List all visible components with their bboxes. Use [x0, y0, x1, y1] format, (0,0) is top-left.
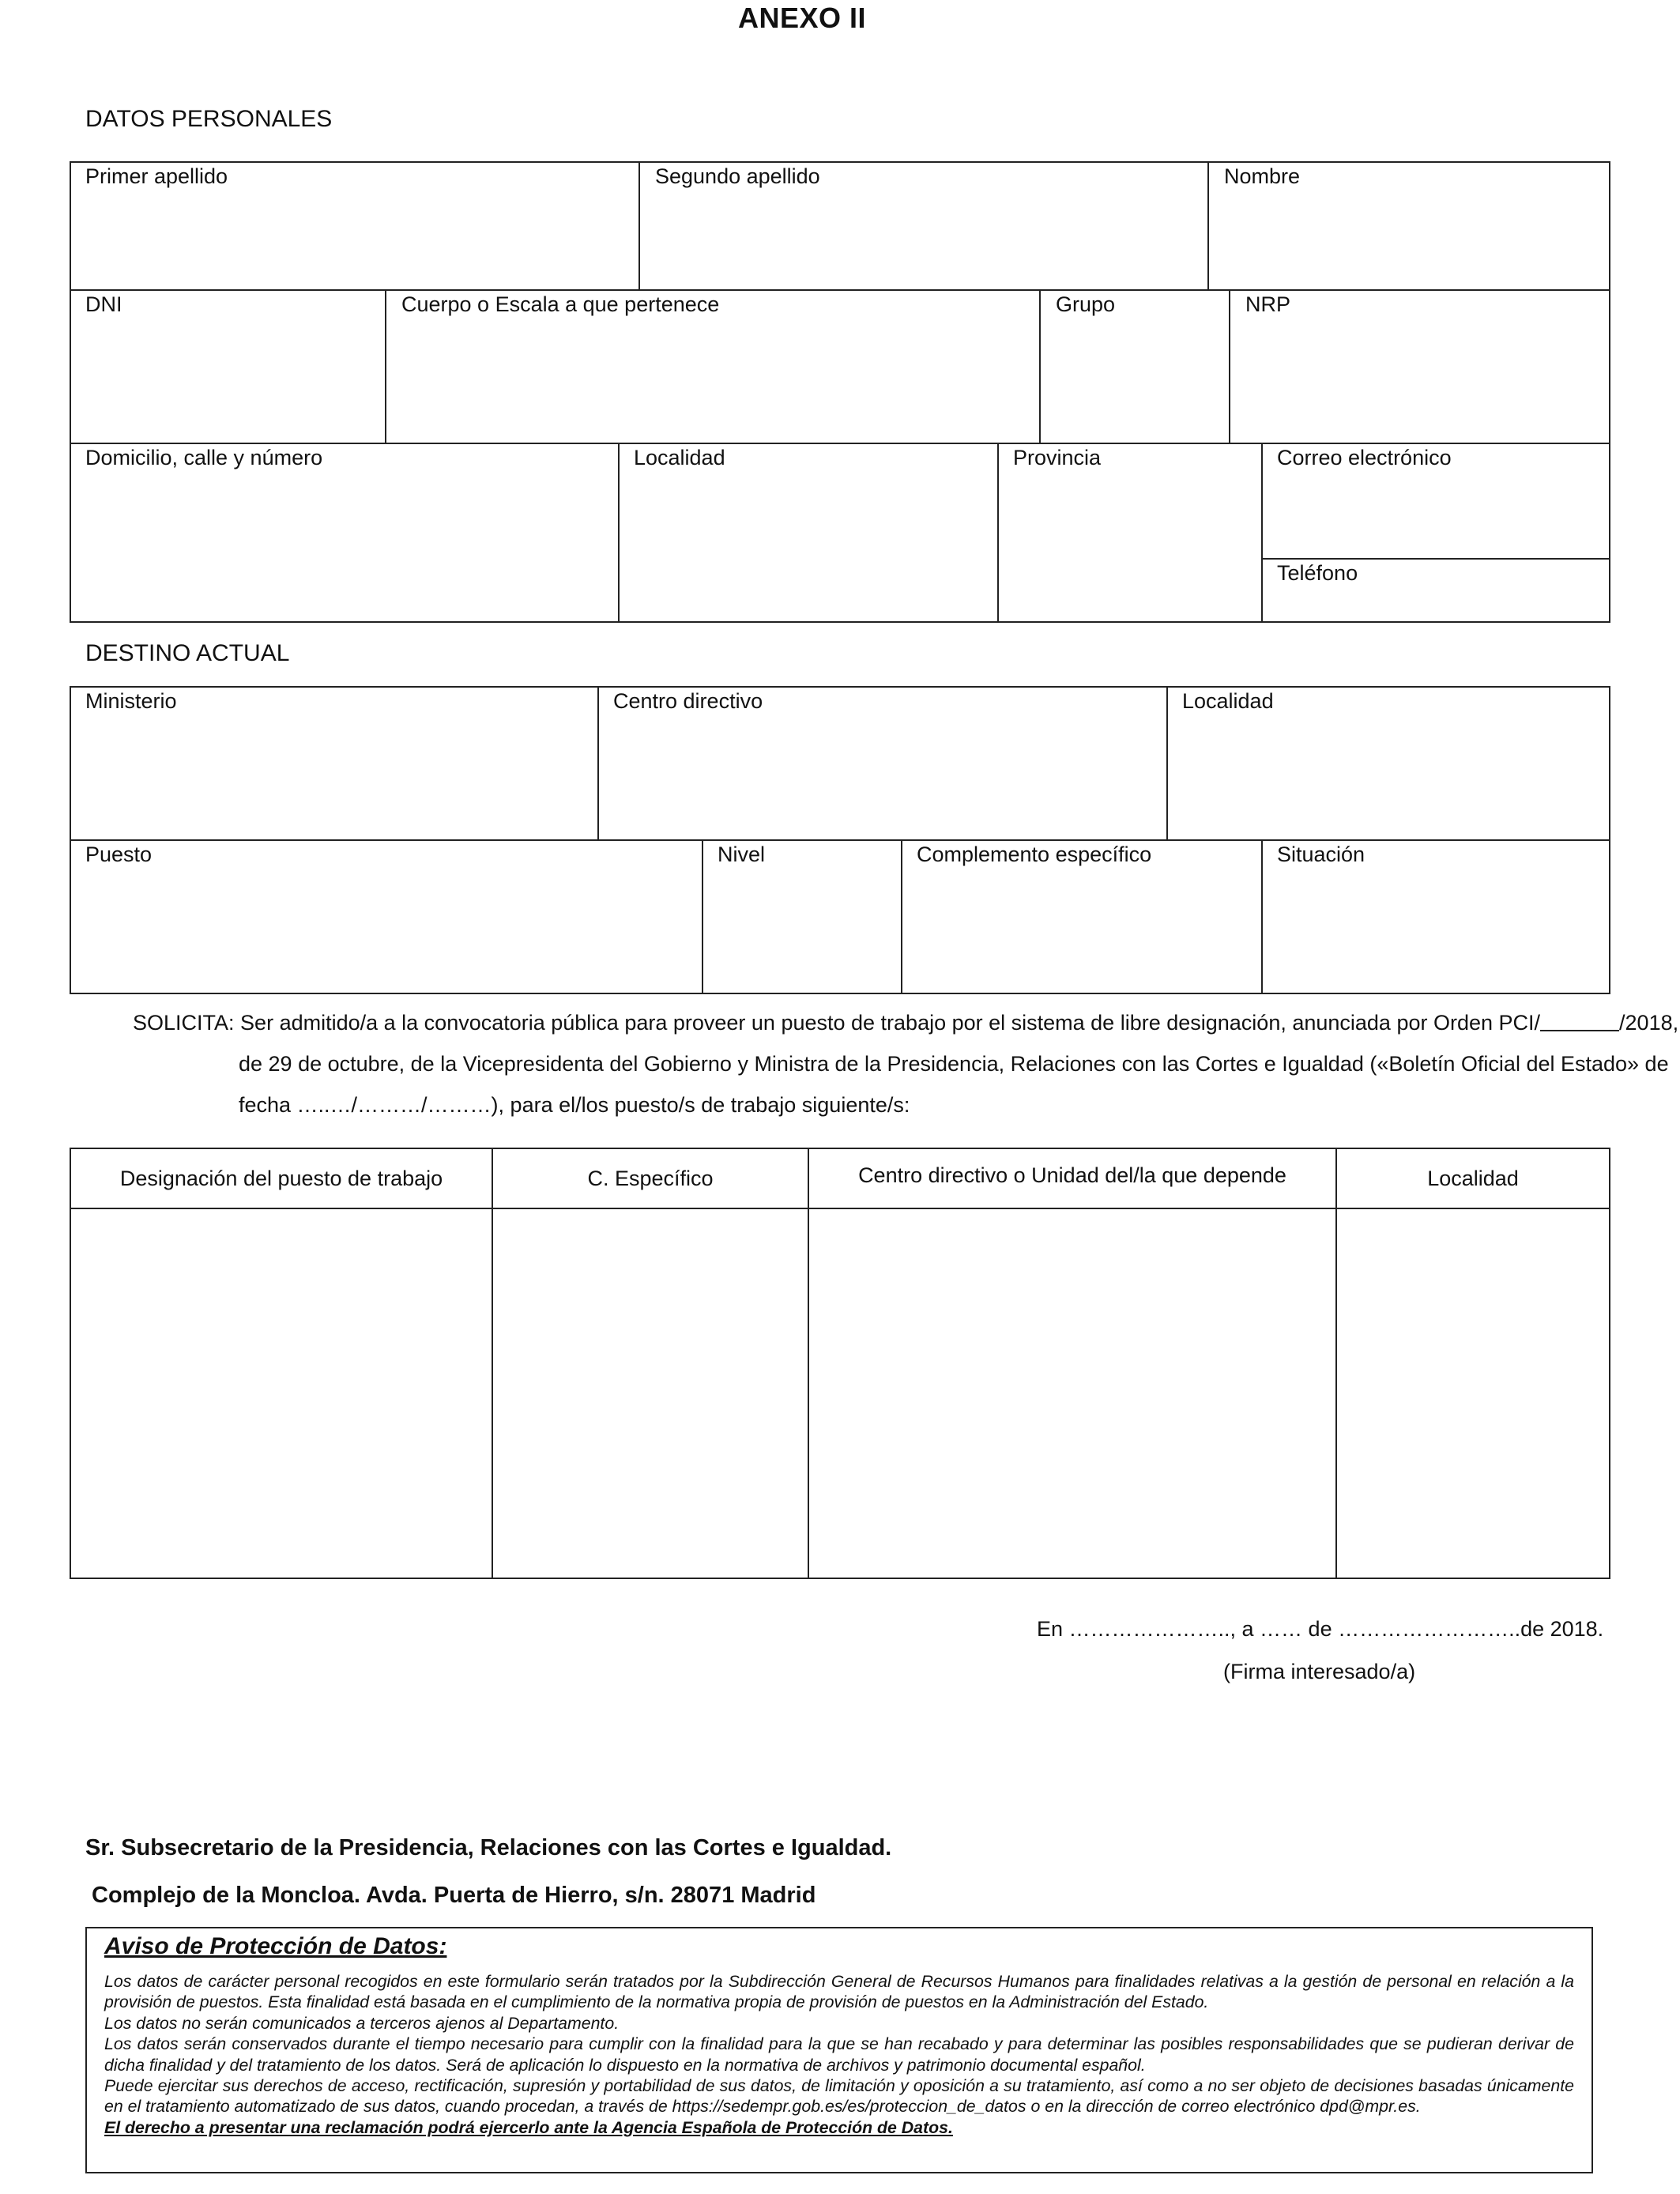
field-complemento-especifico[interactable]: Complemento específico	[917, 843, 1152, 866]
field-correo-electronico[interactable]: Correo electrónico	[1277, 446, 1452, 469]
place-date-line[interactable]: En ………………….., a …… de ……………………..de 2018.	[1037, 1617, 1604, 1641]
aviso-reclamacion: El derecho a presentar una reclamación podrá ejercerlo ante la Agencia Española de Protección de Datos.	[104, 2117, 953, 2137]
orden-number-blank[interactable]	[1540, 1008, 1619, 1031]
document-title: ANEXO II	[737, 2, 867, 34]
col-divider	[597, 686, 599, 839]
col-divider	[385, 289, 386, 443]
field-localidad[interactable]: Localidad	[634, 446, 725, 469]
col-divider	[1229, 289, 1230, 443]
field-nivel[interactable]: Nivel	[718, 843, 766, 866]
col-divider	[1207, 161, 1209, 289]
row-divider	[70, 443, 1610, 444]
header-centro-directivo: Centro directivo o Unidad del/la que depende	[858, 1163, 1286, 1187]
field-segundo-apellido[interactable]: Segundo apellido	[655, 164, 820, 188]
field-grupo[interactable]: Grupo	[1056, 292, 1116, 316]
col-divider	[638, 161, 640, 289]
input-localidad[interactable]	[1337, 1209, 1609, 1578]
row-divider	[1261, 558, 1610, 560]
field-puesto[interactable]: Puesto	[85, 843, 153, 866]
recipient-line-2: Complejo de la Moncloa. Avda. Puerta de Hierro, s/n. 28071 Madrid	[92, 1883, 816, 1908]
field-localidad-destino[interactable]: Localidad	[1182, 689, 1274, 713]
field-centro-directivo[interactable]: Centro directivo	[613, 689, 763, 713]
aviso-paragraph: Los datos no serán comunicados a terceros ajenos al Departamento.	[104, 2013, 620, 2033]
solicita-text-1a: Ser admitido/a a la convocatoria pública para proveer un puesto de trabajo por el sistema de libre designación, anunciada por Orden PCI/	[240, 1011, 1541, 1035]
field-dni[interactable]: DNI	[85, 292, 122, 316]
col-divider	[618, 443, 620, 623]
aviso-paragraph: Los datos serán conservados durante el tiempo necesario para cumplir con la finalidad para la que se han recabado y para determinar las posibles responsabilidades que se pudieran derivar de dicha finalidad y del tratamiento de los datos. Será de aplicación lo dispuesto en la normativa de archivos y patrimonio documental español.	[104, 2034, 1574, 2075]
row-divider	[70, 839, 1610, 841]
col-divider	[1039, 289, 1041, 443]
recipient-line-1: Sr. Subsecretario de la Presidencia, Relaciones con las Cortes e Igualdad.	[85, 1835, 892, 1860]
col-divider	[997, 443, 999, 623]
input-designacion[interactable]	[71, 1209, 492, 1578]
datos-personales-heading: DATOS PERSONALES	[85, 106, 333, 132]
aviso-paragraph: Los datos de carácter personal recogidos en este formulario serán tratados por la Subdirección General de Recursos Humanos para finalidades relativas a la gestión de personal en relación a la provisión de puestos. Esta finalidad está basada en el cumplimiento de la normativa propia de provisión de puestos en la Administración del Estado.	[104, 1972, 1574, 2012]
datos-personales-table	[70, 161, 1610, 623]
aviso-body	[104, 1971, 1574, 2138]
col-divider	[702, 839, 703, 994]
field-domicilio[interactable]: Domicilio, calle y número	[85, 446, 323, 469]
signature-label: (Firma interesado/a)	[1223, 1660, 1416, 1683]
input-centro-directivo[interactable]	[809, 1209, 1335, 1578]
field-cuerpo-escala[interactable]: Cuerpo o Escala a que pertenece	[401, 292, 720, 316]
solicita-line-3: fecha …..…/………/………), para el/los puesto/s de trabajo siguiente/s:	[239, 1093, 910, 1117]
col-divider	[901, 839, 902, 994]
solicita-label: SOLICITA:	[133, 1011, 235, 1035]
header-c-especifico: C. Específico	[587, 1167, 714, 1190]
field-primer-apellido[interactable]: Primer apellido	[85, 164, 228, 188]
field-telefono[interactable]: Teléfono	[1277, 561, 1358, 585]
header-localidad: Localidad	[1427, 1167, 1519, 1190]
col-divider	[1261, 839, 1263, 994]
field-provincia[interactable]: Provincia	[1013, 446, 1102, 469]
solicita-line-2: de 29 de octubre, de la Vicepresidenta del Gobierno y Ministra de la Presidencia, Relaciones con las Cortes e Igualdad («Boletín Oficial del Estado» de	[239, 1052, 1669, 1076]
field-nombre[interactable]: Nombre	[1224, 164, 1301, 188]
solicita-text-1b: /2018,	[1619, 1011, 1679, 1035]
field-ministerio[interactable]: Ministerio	[85, 689, 177, 713]
input-c-especifico[interactable]	[493, 1209, 808, 1578]
col-divider	[1166, 686, 1168, 839]
field-nrp[interactable]: NRP	[1245, 292, 1291, 316]
aviso-title: Aviso de Protección de Datos:	[104, 1933, 447, 1959]
field-situacion[interactable]: Situación	[1277, 843, 1365, 866]
header-designacion: Designación del puesto de trabajo	[119, 1167, 443, 1190]
aviso-box	[85, 1927, 1593, 2173]
col-divider	[1261, 443, 1263, 623]
aviso-paragraph: Puede ejercitar sus derechos de acceso, rectificación, supresión y portabilidad de sus datos, de limitación y oposición a su tratamiento, así como a no ser objeto de decisiones basadas únicamente en el tratamiento automatizado de sus datos, cuando procedan, a través de https://sedempr.gob.es/es/proteccion_de_datos o en la dirección de correo electrónico dpd@mpr.es.	[104, 2076, 1574, 2117]
destino-actual-heading: DESTINO ACTUAL	[85, 640, 290, 666]
row-divider	[70, 289, 1610, 291]
solicita-line-1	[133, 1002, 1678, 1043]
